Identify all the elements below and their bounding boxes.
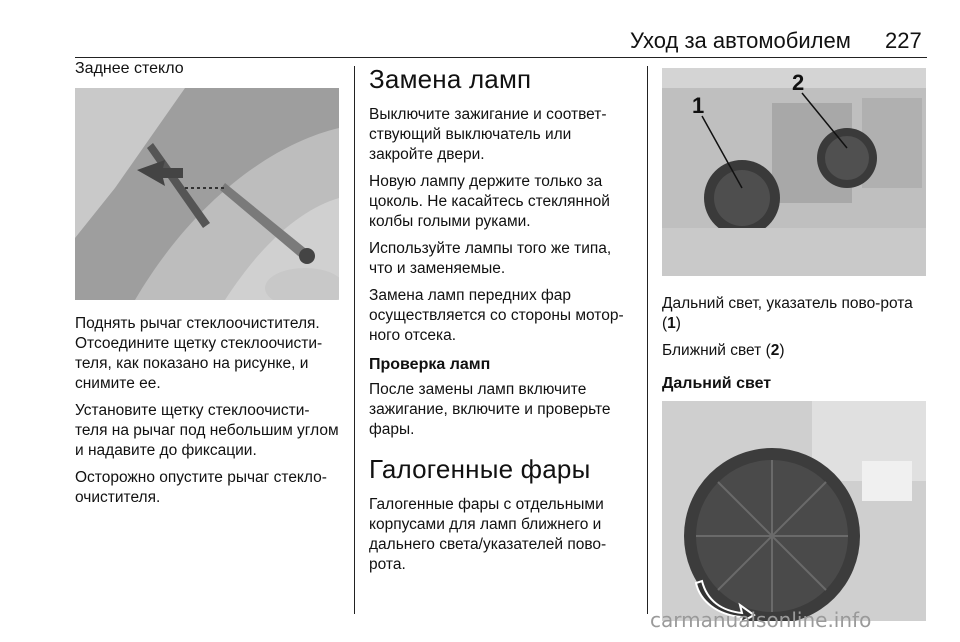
page-number: 227 <box>885 28 922 53</box>
paragraph: После замены ламп включите зажигание, включите и проверьте фары. <box>369 381 611 438</box>
column-middle <box>369 60 639 582</box>
subheading-bulb-check: Проверка ламп <box>369 356 491 373</box>
headlamp-rear-illustration <box>662 68 926 276</box>
paragraph: Используйте лампы того же типа, что и заменяемые. <box>369 240 612 277</box>
section-heading-bulb-replacement: Замена ламп <box>369 64 532 94</box>
figure-label-1: 1 <box>692 93 705 118</box>
column-divider-1 <box>354 66 355 614</box>
column-right <box>662 60 926 621</box>
watermark: carmanualsonline.info <box>650 608 872 632</box>
paragraph: Галогенные фары с отдельными корпусами для ламп ближнего и дальнего света/указателей пово-рота. <box>369 496 607 573</box>
column-divider-2 <box>647 66 648 614</box>
section-heading-halogen: Галогенные фары <box>369 454 591 484</box>
paragraph: Замена ламп передних фар осуществляется со стороны мотор-ного отсека. <box>369 287 624 344</box>
running-header-title: Уход за автомобилем <box>630 28 851 53</box>
section-heading-rear-window: Заднее стекло <box>75 60 184 77</box>
subheading-high-beam: Дальний свет <box>662 375 772 392</box>
high-beam-cover-illustration <box>662 401 926 621</box>
paragraph: Выключите зажигание и соответ-ствующий выключатель или закройте двери. <box>369 106 607 163</box>
paragraph: Поднять рычаг стеклоочистителя. Отсоедините щетку стеклоочисти-теля, как показано на рисунке, и снимите ее. <box>75 315 323 392</box>
column-left <box>75 60 340 515</box>
paragraph: Установите щетку стеклоочисти-теля на рычаг под небольшим углом и надавите до фиксации. <box>75 402 339 459</box>
caption-low-beam: Ближний свет (2) <box>662 342 785 359</box>
paragraph: Осторожно опустите рычаг стекло-очистителя. <box>75 469 327 506</box>
paragraph: Новую лампу держите только за цоколь. Не касайтесь стеклянной колбы голыми руками. <box>369 173 610 230</box>
figure-label-2: 2 <box>792 70 805 95</box>
header-divider <box>75 57 927 58</box>
rear-wiper-illustration <box>75 88 339 300</box>
caption-high-beam: Дальний свет, указатель пово-рота (1) <box>662 295 913 332</box>
